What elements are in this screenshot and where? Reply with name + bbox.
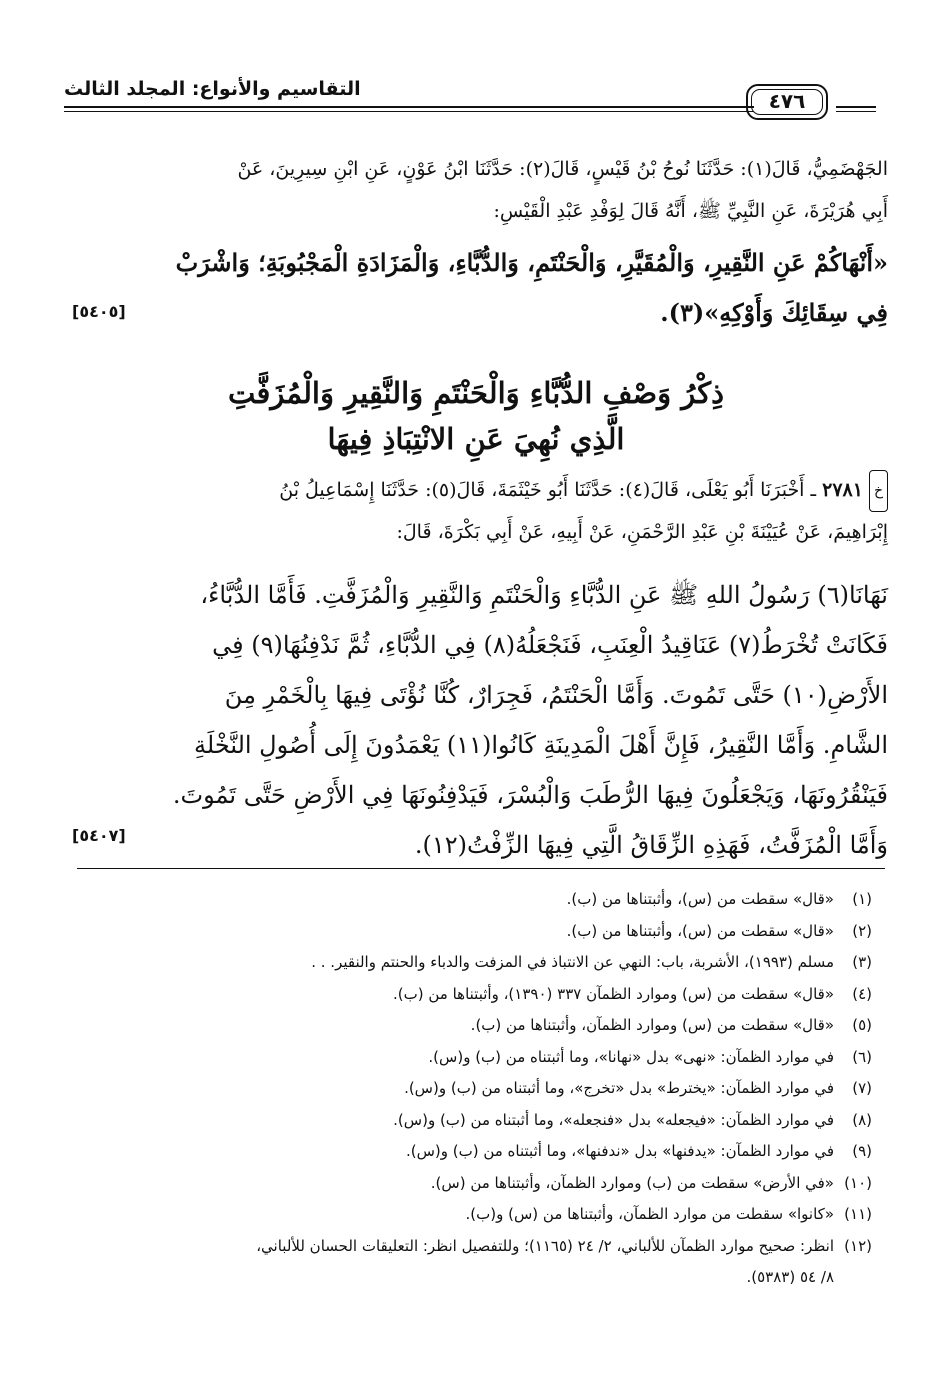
footnote [64, 916, 872, 948]
hadith-text [64, 570, 888, 870]
footnote [64, 884, 872, 916]
footnote [64, 1042, 872, 1074]
footnote [64, 1073, 872, 1105]
footnote-number: (٩) [852, 1142, 872, 1160]
hadith-reference-number: [٥٤٠٥] [72, 302, 126, 321]
footnotes [64, 884, 872, 1294]
footnote-text: «قال» سقطت من (س) وموارد الظمآن ٣٣٧ (١٣٩٠)، وأثبتناها من (ب). [393, 984, 834, 1003]
text-line: فَيَنْقُرُونَهَا، وَيَجْعَلُونَ فِيهَا الرُّطَبَ وَالْبُسْرَ، فَيَدْفِنُونَهَا فِي الأَرْضِ حَتَّى تَمُوتَ. [172, 781, 888, 809]
footnote-separator [77, 868, 885, 869]
text-line: إِبْرَاهِيمَ، عَنْ عُيَيْنَةَ بْنِ عَبْدِ الرَّحْمَنِ، عَنْ أَبِيهِ، عَنْ أَبِي بَكْرَةَ، قَالَ: [396, 521, 888, 543]
footnote [64, 1105, 872, 1137]
page-header [64, 72, 876, 126]
hadith-number: ٢٧٨١ [822, 479, 863, 501]
footnote-number: (١) [852, 890, 872, 908]
footnote-number: (١١) [844, 1205, 872, 1223]
text-line: الأَرْضِ(١٠) حَتَّى تَمُوتَ. وَأَمَّا الْحَنْتَمُ، فَجِرَارٌ، كُنَّا نُؤْتَى فِيهَا بِالْخَمْرِ مِنَ [224, 681, 888, 709]
text-line: فِي سِقَائِكَ وَأَوْكِهِ»(٣). [660, 298, 888, 327]
footnote-text: «قال» سقطت من (س) وموارد الظمآن، وأثبتناها من (ب). [470, 1016, 834, 1034]
footnote-number: (٥) [852, 1016, 872, 1034]
isnad-continuation [64, 148, 888, 232]
footnote-text: «كانوا» سقطت من موارد الظمآن، وأثبتناها من (س) و(ب). [465, 1205, 834, 1223]
footnote [64, 1168, 872, 1200]
header-rule [64, 106, 754, 108]
footnote-number: (٢) [852, 921, 872, 940]
text-line: فَكَانَتْ تُخْرَطُ(٧) عَنَاقِيدُ الْعِنَبِ، فَنَجْعَلُهُ(٨) فِي الدُّبَّاءِ، ثُمَّ نَدْفِنُهَا(٩) فِي [212, 631, 888, 659]
footnote-number: (٦) [852, 1047, 872, 1066]
footnote-text: «قال» سقطت من (س)، وأثبتناها من (ب). [566, 890, 834, 908]
footnote-continuation: ٨/ ٥٤ (٥٣٨٣). [746, 1268, 834, 1286]
text-line: وَأَمَّا الْمُزَفَّتُ، فَهَذِهِ الزِّقَاقُ الَّتِي فِيهَا الزِّفْتُ(١٢). [414, 831, 888, 859]
chapter-heading: الَّذِي نُهِيَ عَنِ الانْتِبَاذِ فِيهَا [327, 422, 625, 456]
footnote-number: (٧) [852, 1079, 872, 1097]
text-line [64, 470, 888, 512]
header-rule [836, 106, 876, 108]
chapter-heading: ذِكْرُ وَصْفِ الدُّبَّاءِ وَالْحَنْتَمِ وَالنَّقِيرِ وَالْمُزَفَّتِ [227, 376, 724, 410]
footnote-text: «قال» سقطت من (س)، وأثبتناها من (ب). [566, 921, 834, 940]
header-rule [64, 111, 754, 112]
running-title: التقاسيم والأنواع: المجلد الثالث [64, 78, 361, 100]
footnote-number: (١٠) [844, 1173, 872, 1192]
footnote [64, 1010, 872, 1042]
footnote-text: في موارد الظمآن: «فيجعله» بدل «فنجعله»، وما أثبتناه من (ب) و(س). [393, 1110, 834, 1129]
footnote [64, 1136, 872, 1168]
footnote [64, 1199, 872, 1231]
footnote-text: في موارد الظمآن: «يدفنها» بدل «ندفنها»، وما أثبتناه من (ب) و(س). [405, 1142, 834, 1160]
text-line: نَهَانَا(٦) رَسُولُ اللهِ ﷺ عَنِ الدُّبَّاءِ وَالْحَنْتَمِ وَالنَّقِيرِ وَالْمُزَفَّتِ. فَأَمَّا الدُّبَّاءُ، [200, 581, 888, 609]
text-line: الجَهْضَمِيُّ، قَالَ(١): حَدَّثَنَا نُوحُ بْنُ قَيْسٍ، قَالَ(٢): حَدَّثَنَا ابْنُ عَوْنٍ، عَنِ ابْنِ سِيرِينَ، عَنْ [237, 158, 888, 180]
page-number: ٤٧٦ [746, 84, 828, 120]
hadith-marker-icon: خ [869, 470, 888, 512]
isnad [64, 470, 888, 552]
text-line: «أَنْهَاكُمْ عَنِ النَّقِيرِ، وَالْمُقَيَّرِ، وَالْحَنْتَمِ، وَالدُّبَّاءِ، وَالْمَزَادَةِ الْمَجْبُوبَةِ؛ وَاشْرَبْ [175, 248, 888, 277]
footnote-text: انظر: صحيح موارد الظمآن للألباني، ٢/ ٢٤ (١١٦٥)؛ وللتفصيل انظر: التعليقات الحسان للألباني، [256, 1236, 834, 1255]
hadith-reference-number: [٥٤٠٧] [72, 826, 126, 845]
footnote-number: (٨) [852, 1110, 872, 1129]
footnote-text: في موارد الظمآن: «يخترط» بدل «تخرج»، وما أثبتناه من (ب) و(س). [404, 1079, 834, 1097]
text-line: أَبِي هُرَيْرَةَ، عَنِ النَّبِيِّ ﷺ، أَنَّهُ قَالَ لِوَفْدِ عَبْدِ الْقَيْسِ: [493, 200, 888, 222]
footnote [64, 947, 872, 979]
hadith-text [64, 238, 888, 338]
footnote-text: في موارد الظمآن: «نهى» بدل «نهانا»، وما أثبتناه من (ب) و(س). [428, 1047, 834, 1066]
text-line: الشَّامِ. وَأَمَّا النَّقِيرُ، فَإِنَّ أَهْلَ الْمَدِينَةِ كَانُوا(١١) يَعْمَدُونَ إِلَى أُصُولِ النَّخْلَةِ [194, 731, 888, 759]
footnote-text: مسلم (١٩٩٣)، الأشربة، باب: النهي عن الانتباذ في المزفت والدباء والحنتم والنقير. . . [311, 953, 834, 971]
header-rule [836, 111, 876, 112]
footnote-number: (٤) [852, 984, 872, 1003]
footnote-number: (١٢) [844, 1236, 872, 1255]
footnote [64, 1231, 872, 1263]
footnote-number: (٣) [852, 953, 872, 971]
text-line: ـ أَخْبَرَنَا أَبُو يَعْلَى، قَالَ(٤): حَدَّثَنَا أَبُو خَيْثَمَةَ، قَالَ(٥): حَدَّثَنَا إِسْمَاعِيلُ بْنُ [279, 479, 817, 501]
footnote [64, 979, 872, 1011]
footnote-text: «في الأرض» سقطت من (ب) وموارد الظمآن، وأثبتناها من (س). [430, 1173, 834, 1192]
